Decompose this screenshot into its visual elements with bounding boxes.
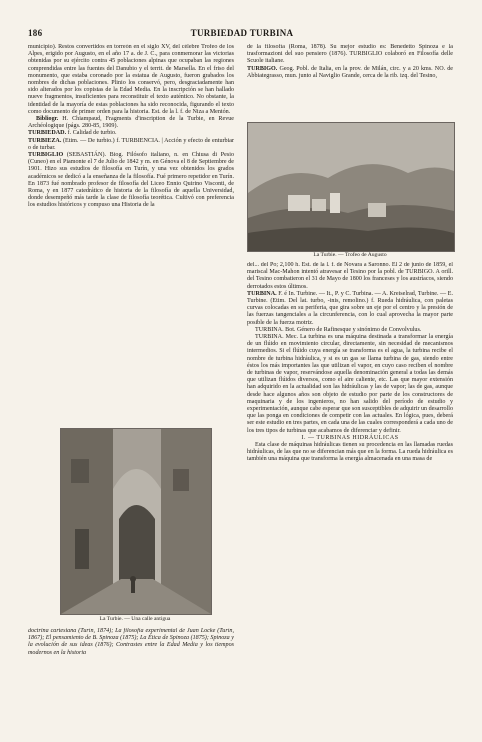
bibliography-entry bbox=[28, 116, 234, 130]
headword-turbigo: TURBIGO. bbox=[247, 65, 278, 72]
entry-turbina-bot: TURBINA. Bot. Género de Rafinesque y sinónimo de Convolvulus. bbox=[255, 326, 422, 333]
trofeo-photo bbox=[247, 122, 455, 252]
definition-turbiedad: f. Calidad de turbio. bbox=[67, 130, 117, 137]
entry-turbigo bbox=[247, 66, 453, 80]
turbiglio-works: doctrina cartesiana (Turín, 1874); La filosofía experimental de Juan Locke (Turín, 1867); El pensamiento de B. Spinoza (1875); La Ética de Spinoza (1875); Spinoza y la evolución de sus ideas (1876); Contrastes entre la Edad Media y los tiempos modernos en la historia bbox=[28, 628, 234, 656]
bibliography-text: H. Chiampaud, Fragments d'inscription de la Turbie, en Revue Archéologique (págs. 280-85, 1909). bbox=[28, 116, 234, 130]
entry-turbiglio bbox=[28, 152, 234, 210]
bibliography-label: Bibliogr. bbox=[36, 116, 59, 123]
trofeo-illustration bbox=[248, 123, 454, 251]
definition-turbina: F. é In. Turbine. — It., P. y C. Turbina. — A. Kreiselrad, Turbine. — E. Turbine. (Etim. Del lat. turbo, -inis, remolino.) f. Rueda hidráulica, con paletas curvas colocadas en su periferia, que gira sobre un eje por el centro y la presión de las fuerzas tangenciales a la circunferencia, con lo cual aprovecha la mayor parte posible de la fuerza motriz. bbox=[247, 290, 453, 326]
street-photo-caption: La Turbie. — Una calle antigua bbox=[99, 616, 171, 622]
definition-turbieza: (Etim. — De turbio.) f. TURBIENCIA. | Acción y efecto de enturbiar o de turbar. bbox=[28, 137, 234, 151]
right-column-top bbox=[247, 44, 453, 120]
running-title: TURBIEDAD TURBINA bbox=[190, 28, 294, 38]
page-number: 186 bbox=[28, 28, 43, 38]
headword-turbiedad: TURBIEDAD. bbox=[28, 130, 67, 137]
street-photo bbox=[60, 428, 212, 615]
headword-turbiglio: TURBIGLIO bbox=[28, 152, 64, 159]
definition-turbiglio: (SEBASTIÁN). Biog. Filósofo italiano, n. en Chiusa di Pesio (Cuneo) en el Piamonte el 7 de Julio de 1842 y m. en Génova el 8 de Septiembre de 1901. Hizo sus estudios de filosofía en Turín, y una vez obtenidos los grados académicos se dedicó a la enseñanza de la filosofía. Fué primero repetidor en Turín. En 1873 fué nombrado profesor de filosofía del Liceo Ennio Quirino Visconti, de Roma, y en 1877 catedrático de historia de la filosofía de aquella Universidad, donde desempeñó más tarde la clase de filosofía teorética. Cultivó con preferencia los estudios históricos y compuso una Historia de la bbox=[28, 152, 234, 209]
turbigo-continued: del... del Po; 2,100 h. Est. de la l. f. de Novara a Saronno. El 2 de junio de 1859, el mariscal Mac-Mahon intentó atravesar el Tesino por la pobl. de TURBIGO. A orill. del Tesino combatieron el 31 de Mayo de 1800 los franceses y los austríacos, siendo derrotados estos últimos. bbox=[247, 262, 453, 290]
entry-turbiedad bbox=[28, 130, 234, 137]
page-header bbox=[28, 28, 456, 42]
entry-turbieza bbox=[28, 138, 234, 152]
entry-turbina bbox=[247, 291, 453, 327]
entry-turbina-mec: TURBINA. Mec. La turbina es una máquina destinada a transformar la energía de un flúido en movimiento circular, directamente, sin necesidad de mecanismos intermedios. Si el flúido cuya energía se transforma es el agua, la turbina recibe el nombre de turbina hidráulica, y si es un gas se llama turbina de gas, siendo entre éstos los más importantes las que utilizan el vapor, en cuyo caso reciben el nombre de turbinas de vapor, reservándose aquella denominación general a todas las demás que utilizan flúidos diversos, como el aire caliente, etc. Las que mayor extensión han adquirido en la actualidad son las hidráulicas y las de vapor; las de gas, aunque desde hace algunos años son objeto de estudio por parte de los constructores de maquinaria y de los ingenieros, no han salido del período de estudio y experimentación, aunque cabe esperar que son susceptibles de adquirir un desarrollo que las ponga en condiciones de competir con las actuales. En lógica, pues, deberá ser este estudio en tres partes, en cada una de las cuales corresponderá a cada uno de los tres tipos de turbinas que acabamos de diferenciar y definir. bbox=[247, 334, 453, 434]
turbiglio-continued: de la filosofía (Roma, 1878). Su mejor estudio es: Benedetto Spinoza e la trasformazioni del suo pensiero (1876). TURBIGLIO colaboró en Filosofía delle Scuole italiane. bbox=[247, 44, 453, 65]
section-title: I. — TURBINAS HIDRÁULICAS bbox=[301, 434, 399, 441]
trofeo-paragraph: municipio). Restos convertidos en torreón en el siglo XV, del célebre Trofeo de los Alpes, erigido por Augusto, en el año 17 a. de J. C., para conmemorar las victorias obtenidas por su ejército contra 45 poblaciones alpinas que ocupaban las regiones comprendidas entre las fuentes del Danubio y el territ. de Marsella. En el friso del monumento, que estaba coronado por la estatua de Augusto, fueron grabados los nombres de dichas poblaciones. Plinio los conservó, pero, desgraciadamente han sido alterados por los copistas de la Edad Media. En la inscripción se han hallado nueve fragmentos, insuficientes para reconstituir el texto auténtico. No obstante, la identidad de la mayoría de estas poblaciones ha sido reconocida, figurando el texto como documento de primer orden para la historia. Est. de la l. f. de Niza a Mentón. bbox=[28, 44, 234, 115]
left-column-bottom bbox=[28, 628, 234, 688]
street-illustration bbox=[61, 429, 211, 614]
headword-turbina: TURBINA. bbox=[247, 290, 277, 297]
definition-turbigo: Geog. Pobl. de Italia, en la prov. de Milán, circ. y a 20 kms. NO. de Abbiategrasso, mun. junto al Naviglio Grande, cerca de la rib. izq. del Tesino, bbox=[247, 65, 453, 79]
hydraulic-turbines-paragraph: Esta clase de máquinas hidráulicas tienen su procedencia en las llamadas ruedas hidráulicas, de las que no se diferencian más que en la forma. La rueda hidráulica es también una máquina que transforma la energía almacenada en una masa de bbox=[247, 442, 453, 463]
trofeo-photo-caption: La Turbie. — Trofeo de Augusto bbox=[313, 252, 387, 258]
right-column-bottom bbox=[247, 262, 453, 688]
headword-turbieza: TURBIEZA. bbox=[28, 137, 62, 144]
